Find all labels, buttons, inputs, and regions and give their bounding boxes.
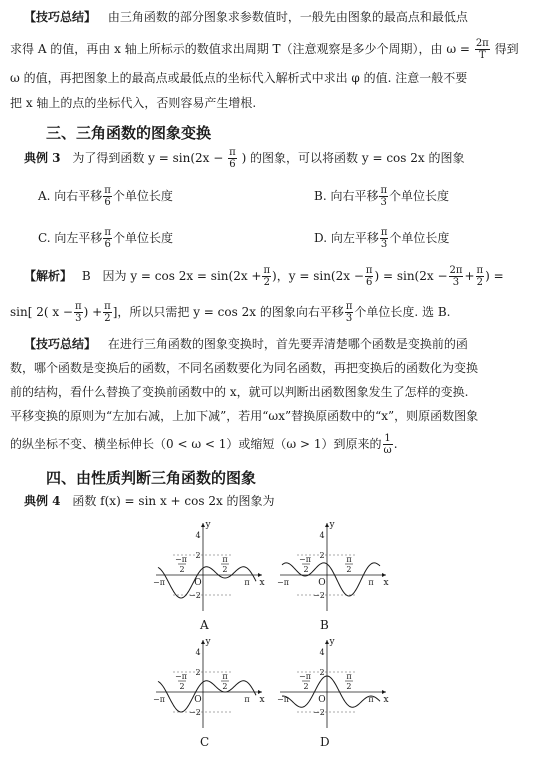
x-axis-arrow [258,573,262,577]
analysis-s3: ) = sin(2x − [374,269,448,283]
tips2-line1 [24,337,468,351]
example4-label: 典例 4 [24,494,61,508]
option-b-post: 个单位长度 [389,189,450,203]
curve [158,681,256,712]
frac-num: 2π [449,265,463,276]
tick-2: 2 [319,551,325,560]
frac-num: 2π [475,38,489,49]
tips1-line3 [10,71,467,85]
y-label: y [329,520,335,530]
analysis-frac1 [262,265,271,288]
analysis-frac6 [103,301,112,324]
y-axis-arrow [325,523,329,527]
example4-text: 函数 f(x) = sin x + cos 2x 的图象为 [72,494,275,508]
tips2-text1: 在进行三角函数的图象变换时，首先要弄清楚哪个函数是变换前的函 [107,337,468,351]
tips2-text2: 数，哪个函数是变换后的函数，不同名函数要化为同名函数，再把变换后的函数化为变换 [10,361,479,375]
option-b-frac [379,185,388,208]
section4-title: 四、由性质判断三角函数的图象 [46,469,257,487]
frac-num: π [75,301,82,312]
tips2-line5 [10,433,398,456]
tips2-text5a: 的纵坐标不变、横坐标伸长（0 < ω < 1）或缩短（ω > 1）到原来的 [10,437,382,451]
frac-den: 6 [104,197,111,208]
x-axis-arrow [382,573,386,577]
frac-num: π [229,147,236,158]
frac-den: 3 [380,197,387,208]
graph-a-caption: A [200,618,209,632]
frac-den: 2 [263,277,270,288]
frac-num: π [104,185,111,196]
tick-pi: π [368,695,374,704]
option-d-pre: D. 向左平移 [314,231,379,245]
option-a-frac [103,185,112,208]
tick-neg-pi-half-num: −π [175,672,188,681]
analysis-frac7 [345,301,354,324]
y-axis-arrow [201,640,205,644]
tips1-tag: 【技巧总结】 [24,10,97,24]
frac-num: π [263,265,271,276]
tick-neg2: −2 [313,708,325,717]
y-label: y [329,637,335,647]
y-label: y [205,637,211,647]
tips2-text5b: . [393,437,398,451]
tick-neg2: −2 [313,591,325,600]
tips1-line1 [24,10,468,24]
tick-pi-half-num: π [222,555,228,564]
example3-label: 典例 3 [24,151,61,165]
tick-neg-pi-half-num: −π [299,672,312,681]
analysis-l2b: ) + [83,305,103,319]
tick-neg-pi-half-den: 2 [179,682,185,691]
frac-den: T [478,50,486,61]
frac-num: π [380,185,388,196]
analysis-line1 [24,265,504,288]
tick-pi-half-num: π [346,672,352,681]
graph-c-caption: C [200,735,210,749]
tick-pi-half-den: 2 [222,565,228,574]
graph-svg [148,632,268,732]
tips2-frac [383,433,393,456]
analysis-s5: ) = [485,269,504,283]
analysis-s1: 因为 y = cos 2x = sin(2x + [102,269,262,283]
example3-qa: 为了得到函数 y = sin(2x − [72,151,224,165]
tips1-text1: 由三角函数的部分图象求参数值时，一般先由图象的最高点和最低点 [107,10,468,24]
example3-question [24,147,464,170]
tick-4: 4 [319,531,325,540]
option-c-pre: C. 向左平移 [38,231,103,245]
x-axis-arrow [258,690,262,694]
example3-qb: ) 的图象，可以将函数 y = cos 2x 的图象 [241,151,465,165]
frac-num: π [345,301,353,312]
tick-neg-pi-half-den: 2 [303,565,309,574]
option-d-post: 个单位长度 [389,231,450,245]
y-label: y [205,520,211,530]
option-c-frac [103,227,112,250]
frac-den: 3 [380,239,388,250]
analysis-frac2 [365,265,374,288]
frac-den: 6 [365,277,373,288]
frac-den: 6 [229,159,236,170]
graph-d[interactable] [272,632,392,732]
tick-pi-half-den: 2 [346,682,352,691]
tips1-line4 [10,96,256,110]
tick-2: 2 [319,668,325,677]
tick-pi-half-den: 2 [222,682,228,691]
x-axis-arrow [382,690,386,694]
option-b[interactable] [314,185,449,208]
tips2-line4 [10,409,478,423]
tick-neg-pi-half-den: 2 [179,565,185,574]
frac-den: 3 [345,313,353,324]
graph-b[interactable] [272,515,392,615]
x-label: x [259,578,265,588]
tick-pi-half-num: π [346,555,352,564]
omega-fraction [475,38,490,61]
tick-neg2: −2 [189,591,201,600]
frac-num: π [104,227,111,238]
option-d-frac [380,227,389,250]
tick-neg-pi: −π [277,578,290,587]
example3-frac [228,147,237,170]
curve [282,563,380,596]
tick-neg-pi-half-num: −π [299,555,312,564]
tick-neg-pi-half-den: 2 [303,682,309,691]
frac-num: π [380,227,388,238]
tick-neg-pi: −π [153,578,166,587]
tips2-line3 [10,385,468,399]
frac-num: π [104,301,111,312]
curve [158,567,256,598]
graph-a[interactable] [148,515,268,615]
tick-pi: π [244,695,250,704]
tick-4: 4 [319,648,325,657]
origin-label: O [194,578,202,588]
frac-den: 3 [452,277,460,288]
tips2-tag: 【技巧总结】 [24,337,97,351]
graph-d-caption: D [320,735,330,749]
tips1-text2a: 求得 A 的值，再由 x 轴上所标示的数值求出周期 T（注意观察是多少个周期），由 ω = [10,42,470,56]
x-label: x [383,578,389,588]
option-c-post: 个单位长度 [112,231,173,245]
section3-title: 三、三角函数的图象变换 [46,124,212,142]
x-label: x [383,695,389,705]
analysis-frac4 [476,265,485,288]
analysis-line2 [10,301,450,324]
origin-label: O [318,578,326,588]
tick-pi: π [244,578,250,587]
tick-neg-pi-half-num: −π [175,555,188,564]
tips2-text3: 前的结构，看什么替换了变换前函数中的 x，就可以判断出函数图象发生了怎样的变换. [10,385,469,399]
tips1-text3: ω 的值，再把图象上的最高点或最低点的坐标代入解析式中求出 φ 的值. 注意一般不要 [10,71,468,85]
tick-pi: π [368,578,374,587]
option-a-post: 个单位长度 [112,189,173,203]
tick-neg-pi: −π [153,695,166,704]
analysis-l2d: 个单位长度. 选 B. [354,305,451,319]
tick-neg-pi: −π [277,695,290,704]
frac-num: π [476,265,484,276]
option-a[interactable] [38,185,173,208]
option-a-pre: A. 向右平移 [38,189,103,203]
frac-den: 2 [476,277,483,288]
x-label: x [259,695,265,705]
origin-label: O [318,695,326,705]
analysis-l2c: ]，所以只需把 y = cos 2x 的图象向右平移 [112,305,344,319]
graph-c[interactable] [148,632,268,732]
graph-svg [272,515,392,615]
analysis-tag: 【解析】 [24,269,73,283]
analysis-s4: + [464,269,475,283]
frac-den: 3 [75,313,82,324]
analysis-frac3 [449,265,464,288]
option-d[interactable] [314,227,449,250]
analysis-s2: )，y = sin(2x − [272,269,364,283]
analysis-answer: B [81,269,91,283]
tick-2: 2 [195,551,201,560]
origin-label: O [194,695,202,705]
graph-svg [272,632,392,732]
y-axis-arrow [201,523,205,527]
analysis-frac5 [74,301,83,324]
graph-b-caption: B [320,618,329,632]
tips1-line2 [10,38,519,61]
tips2-text4: 平移变换的原则为“左加右减，上加下减”，若用“ωx”替换原函数中的“x”，则原函数图象 [10,409,479,423]
frac-den: ω [383,445,392,456]
option-b-pre: B. 向右平移 [314,189,379,203]
option-c[interactable] [38,227,173,250]
analysis-l2a: sin[ 2( x − [10,305,73,319]
frac-den: 2 [104,313,111,324]
graph-svg [148,515,268,615]
tick-2: 2 [195,668,201,677]
frac-den: 6 [104,239,111,250]
tick-pi-half-num: π [222,672,228,681]
tips1-text2b: 得到 [494,42,519,56]
tick-pi-half-den: 2 [346,565,352,574]
tips1-text4: 把 x 轴上的点的坐标代入，否则容易产生增根. [10,96,257,110]
tips2-line2 [10,361,478,375]
tick-4: 4 [195,648,201,657]
y-axis-arrow [325,640,329,644]
tick-neg2: −2 [189,708,201,717]
example4-question [24,494,275,508]
tick-4: 4 [195,531,201,540]
frac-num: 1 [384,433,391,444]
frac-num: π [365,265,373,276]
